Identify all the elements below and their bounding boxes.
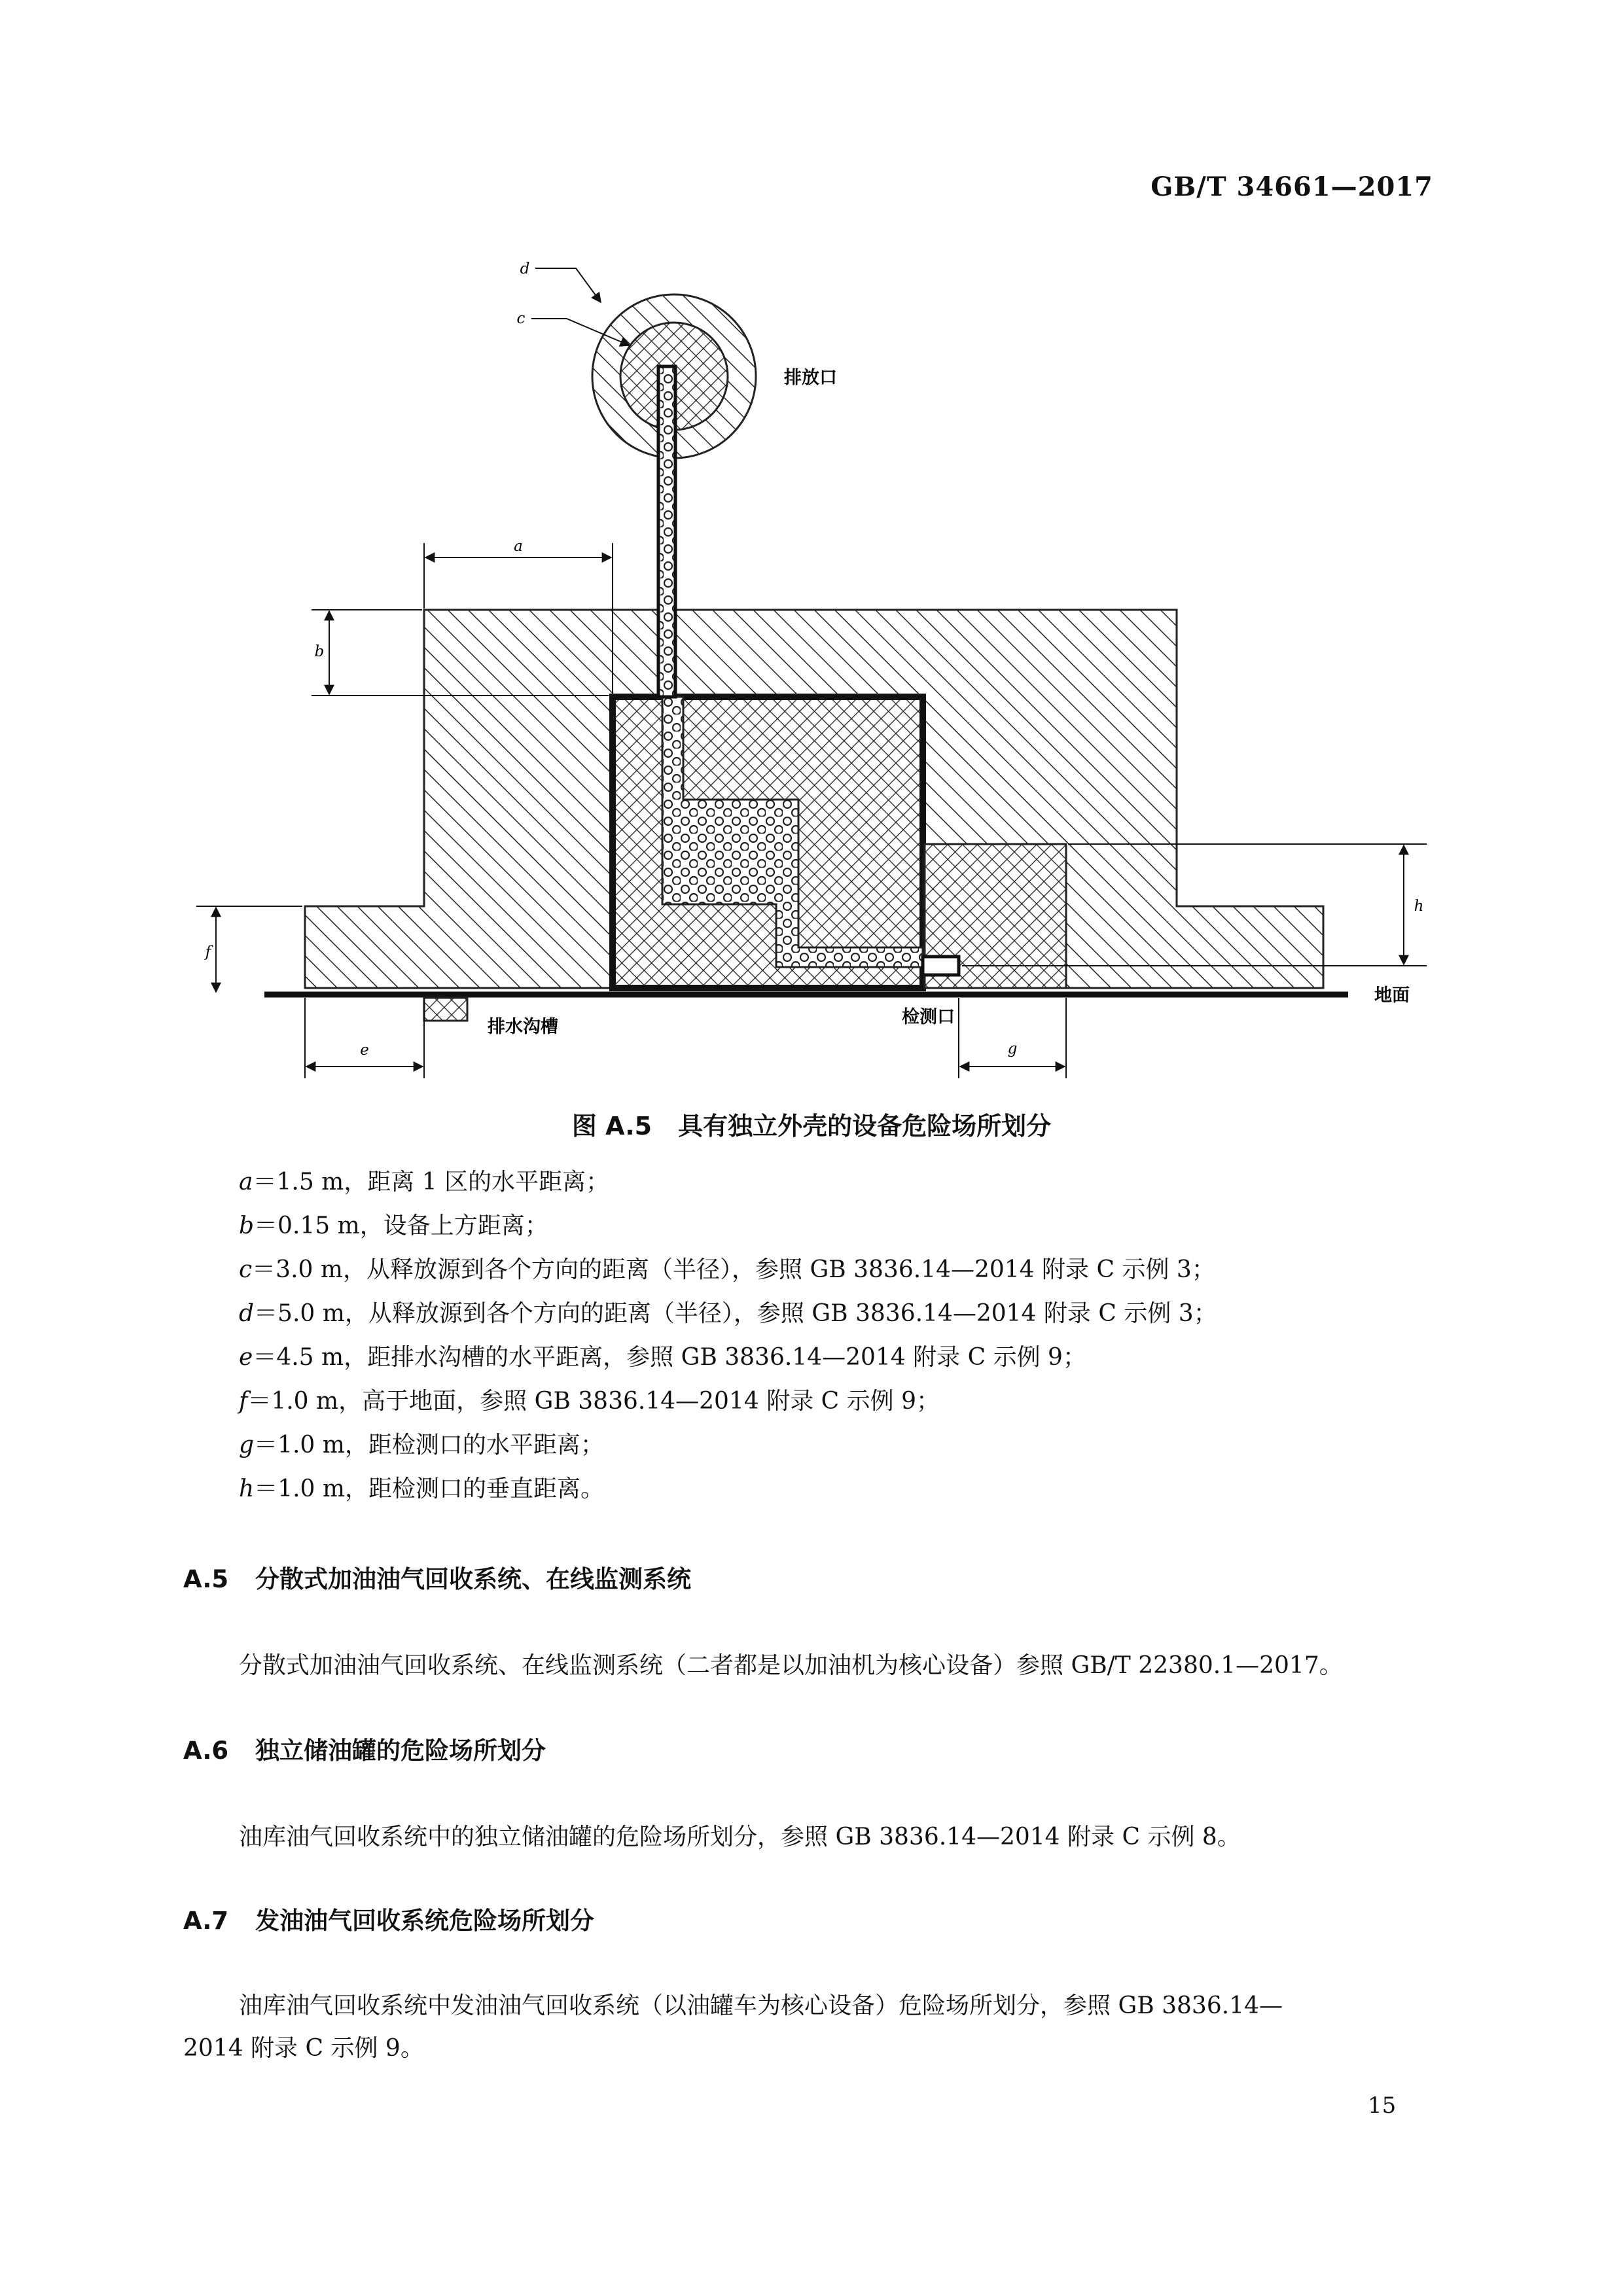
note-c: c＝3.0 m，从释放源到各个方向的距离（半径），参照 GB 3836.14—2014 附录 C 示例 3； (239, 1256, 1215, 1283)
section-heading-a5: A.5 分散式加油油气回收系统、在线监测系统 (183, 1565, 691, 1593)
section-body-a7-line1: 油库油气回收系统中发油油气回收系统（以油罐车为核心设备）危险场所划分，参照 GB 3836.14— (239, 1992, 1283, 2019)
label-inspection: 检测口 (902, 1007, 955, 1027)
section-body-a5: 分散式加油油气回收系统、在线监测系统（二者都是以加油机为核心设备）参照 GB/T 22380.1—2017。 (239, 1652, 1343, 1679)
dim-a-label: a (514, 538, 523, 555)
figure-caption-number: 图 A.5 (571, 1112, 652, 1140)
section-heading-a7: A.7 发油油气回收系统危险场所划分 (183, 1907, 594, 1935)
label-outlet: 排放口 (784, 368, 837, 388)
note-h: h＝1.0 m，距检测口的垂直距离。 (239, 1475, 605, 1502)
figure-caption (0, 1106, 1623, 1142)
section-body-a6: 油库油气回收系统中的独立储油罐的危险场所划分，参照 GB 3836.14—2014 附录 C 示例 8。 (239, 1824, 1241, 1850)
dim-g-label: g (1007, 1040, 1018, 1057)
dim-f-label: f (205, 944, 211, 961)
label-d: d (520, 260, 530, 277)
page-number: 15 (1368, 2093, 1397, 2119)
label-drain: 排水沟槽 (488, 1017, 558, 1037)
note-e: e＝4.5 m，距排水沟槽的水平距离，参照 GB 3836.14—2014 附录 C 示例 9； (239, 1344, 1086, 1371)
inspection-port-box (923, 957, 959, 975)
vent-pipe (658, 366, 675, 697)
dim-b-label: b (314, 643, 325, 660)
label-ground: 地面 (1374, 985, 1410, 1006)
note-f: f＝1.0 m，高于地面，参照 GB 3836.14—2014 附录 C 示例 9； (239, 1388, 940, 1415)
note-g: g＝1.0 m，距检测口的水平距离； (239, 1432, 604, 1458)
dim-e-label: e (360, 1042, 369, 1059)
note-d: d＝5.0 m，从释放源到各个方向的距离（半径），参照 GB 3836.14—2014 附录 C 示例 3； (239, 1300, 1217, 1327)
section-body-a7-line2: 2014 附录 C 示例 9。 (183, 2035, 424, 2062)
section-heading-a6: A.6 独立储油罐的危险场所划分 (183, 1737, 546, 1765)
dim-h-label: h (1414, 898, 1424, 915)
hazard-zone-figure (0, 0, 1623, 1086)
label-c: c (516, 310, 526, 327)
standard-code-header: GB/T 34661—2017 (1150, 171, 1433, 202)
note-a: a＝1.5 m，距离 1 区的水平距离； (239, 1169, 610, 1195)
drain-trench (424, 998, 467, 1021)
note-b: b＝0.15 m，设备上方距离； (239, 1212, 548, 1239)
figure-caption-title: 具有独立外壳的设备危险场所划分 (678, 1112, 1052, 1140)
